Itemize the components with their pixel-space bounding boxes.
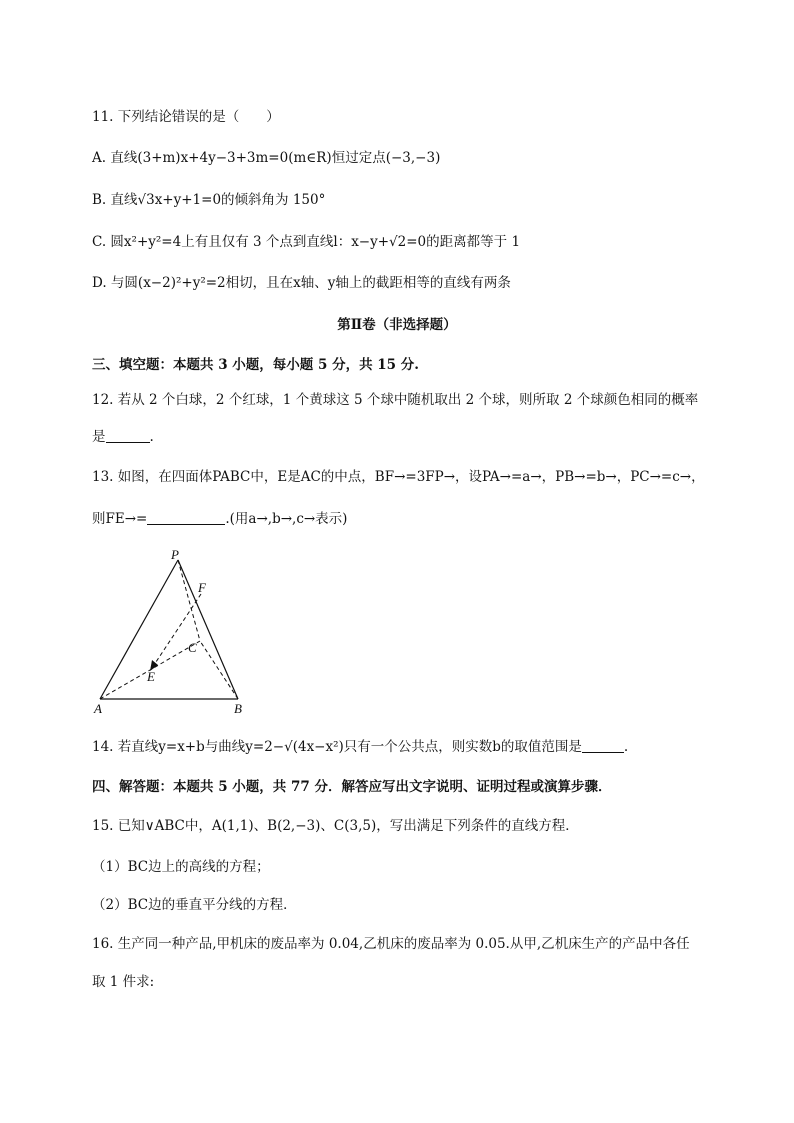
q11-option-c: C. 圆x²+y²=4上有且仅有 3 个点到直线l：x−y+√2=0的距离都等于 1 (92, 234, 521, 250)
label-p: P (171, 548, 179, 562)
q14-suffix: . (623, 739, 629, 755)
label-a: A (94, 701, 102, 716)
q15-part2: （2）BC边的垂直平分线的方程． (92, 897, 297, 913)
q12-line1: 12. 若从 2 个白球，2 个红球，1 个黄球这 5 个球中随机取出 2 个球，则所取 2 个球颜色相同的概率 (92, 392, 699, 408)
q14-prefix: 14. 若直线y=x+b与曲线y=2−√(4x−x²)只有一个公共点，则实数b的取值范围是 (92, 739, 582, 755)
q12-suffix: . (149, 429, 154, 445)
q12-line2 (92, 428, 154, 446)
label-e: E (147, 669, 155, 684)
vector-fe (152, 594, 201, 668)
q12-answer-blank[interactable] (106, 428, 150, 443)
label-f: F (198, 580, 206, 595)
q11-stem: 11. 下列结论错误的是（ ） (92, 109, 280, 125)
q11-option-a: A. 直线(3+m)x+4y−3+3m=0(m∈R)恒过定点(−3,−3) (92, 150, 441, 166)
q13-line2 (92, 510, 347, 528)
q13-prefix: 则FE→= (92, 511, 148, 527)
q13-line1: 13. 如图，在四面体PABC中，E是AC的中点，BF→=3FP→，设PA→=a→，PB→=b→，PC→=c→， (92, 469, 705, 485)
edge-bc (200, 641, 238, 699)
q11-option-b: B. 直线√3x+y+1=0的倾斜角为 150° (92, 192, 326, 208)
q16-line2: 取 1 件求: (92, 974, 155, 990)
label-c: C (188, 640, 197, 655)
label-b: B (234, 701, 242, 716)
q13-answer-blank[interactable] (147, 510, 225, 525)
edge-pa (100, 560, 178, 699)
section3-heading: 三、填空题：本题共 3 小题，每小题 5 分，共 15 分. (92, 357, 419, 373)
section4-heading: 四、解答题：本题共 5 小题，共 77 分．解答应写出文字说明、证明过程或演算步骤． (92, 779, 612, 795)
q15-part1: （1）BC边上的高线的方程； (92, 859, 270, 875)
part2-title: 第Ⅱ卷（非选择题） (337, 317, 457, 333)
q14-line (92, 738, 628, 756)
q15-stem: 15. 已知∨ABC中，A(1,1)、B(2,−3)、C(3,5)，写出满足下列条件的直线方程． (92, 818, 579, 834)
q11-option-d: D. 与圆(x−2)²+y²=2相切，且在x轴、y轴上的截距相等的直线有两条 (92, 275, 511, 291)
q12-prefix: 是 (92, 429, 106, 445)
q16-line1: 16. 生产同一种产品,甲机床的废品率为 0.04,乙机床的废品率为 0.05.从甲,乙机床生产的产品中各任 (92, 936, 690, 952)
q13-suffix: .(用a→,b→,c→表示) (225, 511, 348, 527)
edge-pb (178, 560, 238, 699)
tetrahedron-figure (92, 548, 262, 718)
q14-answer-blank[interactable] (582, 738, 624, 753)
